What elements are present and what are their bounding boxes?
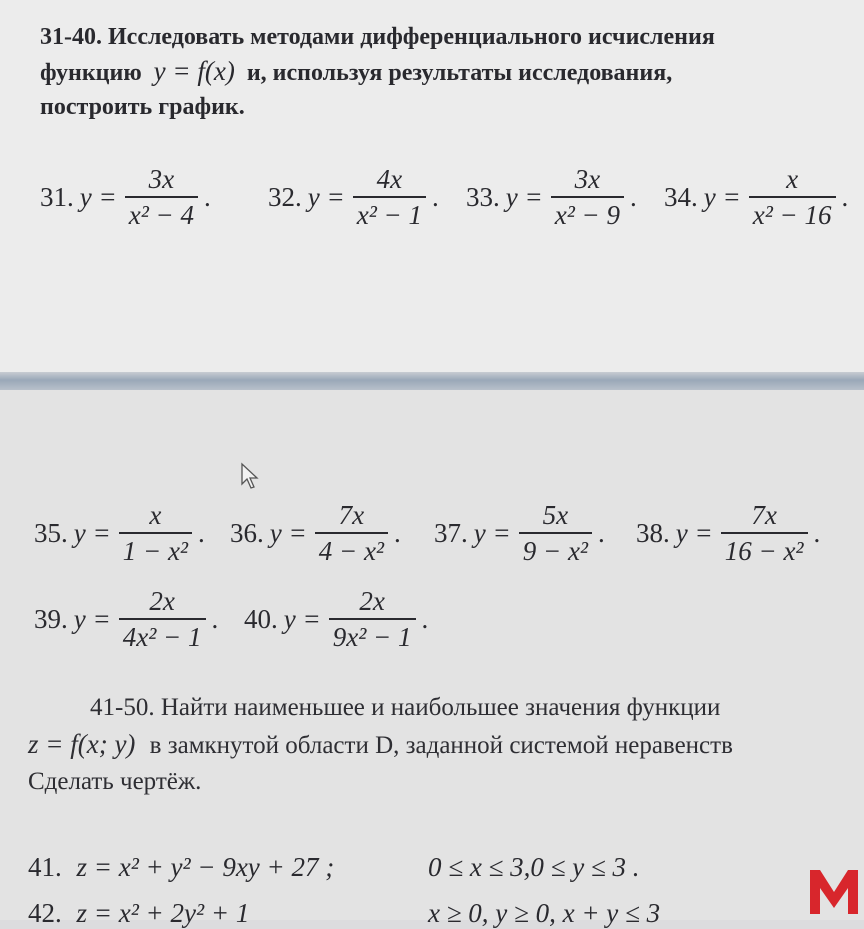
problem-42: 42. z = x² + 2y² + 1 x ≥ 0, y ≥ 0, x + y ≤ 3 bbox=[28, 898, 661, 928]
fraction: $\frac{4x}{\text{x² − 1}}$ bbox=[353, 164, 426, 230]
task-31-40-line1: 31-40. Исследовать методами дифференциального исчисления bbox=[40, 24, 715, 50]
fraction: $\frac{3x}{\text{x² − 9}}$ bbox=[551, 164, 624, 230]
fraction: $\frac{2x}{\text{9x² − 1}}$ bbox=[329, 586, 416, 652]
task-41-50-heading bbox=[28, 690, 733, 800]
problem-38: 38. y = $\frac{7x}{\text{16 − x²}}$ . bbox=[636, 500, 821, 566]
task-41-50-line3: Сделать чертёж. bbox=[28, 768, 202, 795]
function-notation: z = f(x; y) bbox=[28, 729, 136, 759]
fraction: $\frac{2x}{\text{4x² − 1}}$ bbox=[119, 586, 206, 652]
problem-42-formula: z = x² + 2y² + 1 bbox=[76, 898, 250, 928]
fraction: $\frac{3x}{\text{x² − 4}}$ bbox=[125, 164, 198, 230]
task-31-40-line2: функцию y = f(x) и, используя результаты исследования, bbox=[40, 56, 673, 86]
problem-37: 37. y = $\frac{5x}{\text{9 − x²}}$ . bbox=[434, 500, 605, 566]
problem-34: 34. y = $\frac{x}{\text{x² − 16}}$ . bbox=[664, 164, 849, 230]
problem-41: 41. z = x² + y² − 9xy + 27 ; 0 ≤ x ≤ 3,0 ≤ y ≤ 3 . bbox=[28, 852, 640, 882]
problem-32: 32. y = $\frac{4x}{\text{x² − 1}}$ . bbox=[268, 164, 439, 230]
problem-33: 33. y = $\frac{3x}{\text{x² − 9}}$ . bbox=[466, 164, 637, 230]
problem-40: 40. y = $\frac{2x}{\text{9x² − 1}}$ . bbox=[244, 586, 429, 652]
fraction: $\frac{7x}{\text{4 − x²}}$ bbox=[315, 500, 388, 566]
mouse-pointer-icon bbox=[240, 462, 260, 490]
problem-36: 36. y = $\frac{7x}{\text{4 − x²}}$ . bbox=[230, 500, 401, 566]
problem-35: 35. y = $\frac{x}{\text{1 − x²}}$ . bbox=[34, 500, 205, 566]
problem-42-region: x ≥ 0, y ≥ 0, x + y ≤ 3 bbox=[428, 898, 661, 928]
task-31-40-line3: построить график. bbox=[40, 94, 245, 120]
problem-31: 31. y = $\frac{3x}{\text{x² − 4}}$ . bbox=[40, 164, 211, 230]
task-31-40-heading bbox=[40, 20, 715, 124]
lower-page bbox=[0, 390, 864, 920]
brand-logo-icon bbox=[808, 866, 860, 916]
fraction: $\frac{5x}{\text{9 − x²}}$ bbox=[519, 500, 592, 566]
task-41-50-line1: 41-50. Найти наименьшее и наибольшее значения функции bbox=[90, 694, 721, 721]
problem-39: 39. y = $\frac{2x}{\text{4x² − 1}}$ . bbox=[34, 586, 219, 652]
fraction: $\frac{x}{\text{x² − 16}}$ bbox=[749, 164, 836, 230]
function-notation: y = f(x) bbox=[153, 56, 235, 86]
fraction: $\frac{x}{\text{1 − x²}}$ bbox=[119, 500, 192, 566]
problem-41-formula: z = x² + y² − 9xy + 27 ; bbox=[76, 852, 335, 882]
problem-41-region: 0 ≤ x ≤ 3,0 ≤ y ≤ 3 . bbox=[428, 852, 640, 882]
task-41-50-line2: z = f(x; y) в замкнутой области D, заданной системой неравенств bbox=[28, 729, 733, 759]
fraction: $\frac{7x}{\text{16 − x²}}$ bbox=[721, 500, 808, 566]
page-divider bbox=[0, 372, 864, 390]
